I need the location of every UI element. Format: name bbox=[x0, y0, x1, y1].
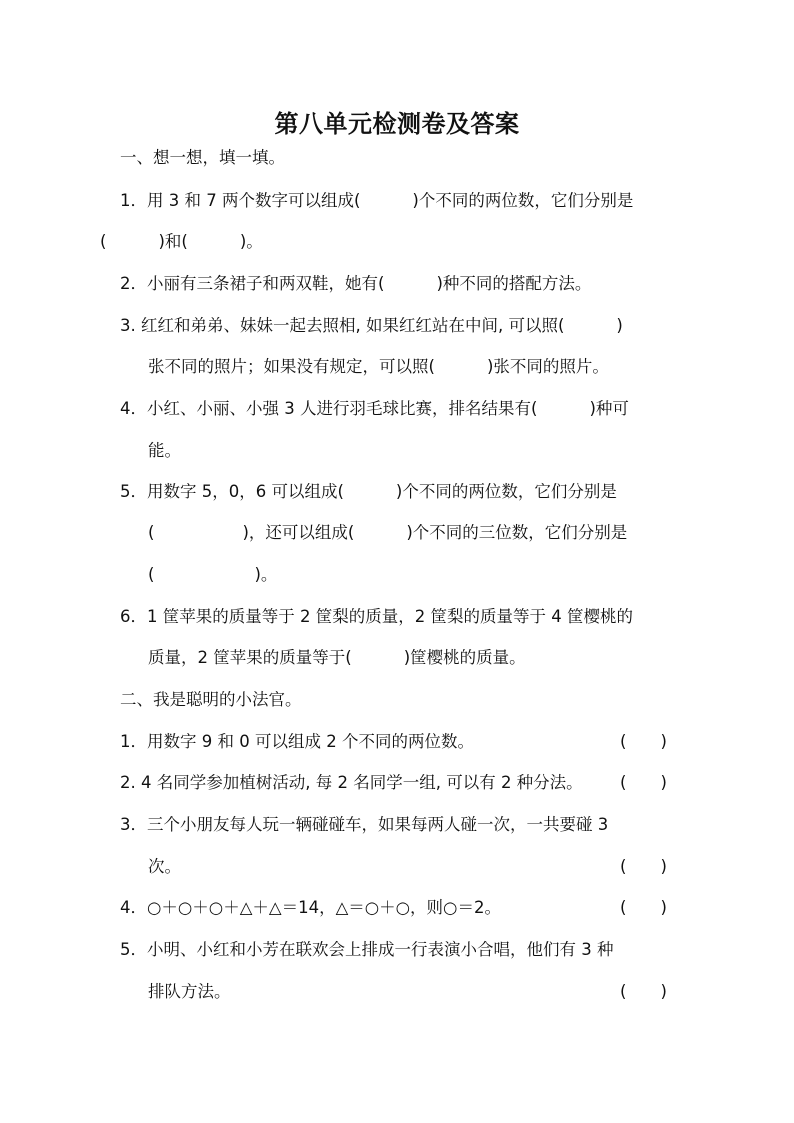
judge-paren-3: ( ) bbox=[620, 857, 667, 876]
judge-paren-2: ( ) bbox=[620, 773, 667, 792]
question-2-3-line-2: 次。 bbox=[148, 857, 181, 876]
question-2-5-line-1: 5．小明、小红和小芳在联欢会上排成一行表演小合唱，他们有 3 种 bbox=[120, 940, 614, 959]
question-1-2: 2．小丽有三条裙子和两双鞋，她有( )种不同的搭配方法。 bbox=[120, 274, 592, 293]
question-1-5-line-3: ( )。 bbox=[148, 565, 278, 584]
question-1-1-line-2: ( )和( )。 bbox=[100, 232, 263, 251]
question-1-5-line-2: ( )，还可以组成( )个不同的三位数，它们分别是 bbox=[148, 523, 628, 542]
question-2-4: 4．○＋○＋○＋△＋△＝14，△＝○＋○，则○＝2。 bbox=[120, 898, 501, 917]
judge-paren-1: ( ) bbox=[620, 732, 667, 751]
question-1-3-line-2: 张不同的照片；如果没有规定，可以照( )张不同的照片。 bbox=[148, 357, 609, 376]
question-1-3-line-1: 3. 红红和弟弟、妹妹一起去照相, 如果红红站在中间, 可以照( ) bbox=[120, 316, 623, 335]
section-1-heading: 一、想一想，填一填。 bbox=[120, 148, 285, 167]
question-1-5-line-1: 5．用数字 5，0，6 可以组成( )个不同的两位数，它们分别是 bbox=[120, 482, 617, 501]
question-2-3-line-1: 3．三个小朋友每人玩一辆碰碰车，如果每两人碰一次，一共要碰 3 bbox=[120, 815, 609, 834]
question-1-4-line-2: 能。 bbox=[148, 441, 181, 460]
question-2-1: 1．用数字 9 和 0 可以组成 2 个不同的两位数。 bbox=[120, 732, 474, 751]
question-1-6-line-1: 6．1 筐苹果的质量等于 2 筐梨的质量，2 筐梨的质量等于 4 筐樱桃的 bbox=[120, 607, 633, 626]
judge-paren-5: ( ) bbox=[620, 982, 667, 1001]
question-2-5-line-2: 排队方法。 bbox=[148, 982, 231, 1001]
question-1-4-line-1: 4．小红、小丽、小强 3 人进行羽毛球比赛，排名结果有( )种可 bbox=[120, 399, 629, 418]
page-title: 第八单元检测卷及答案 bbox=[274, 110, 520, 138]
question-1-1-line-1: 1．用 3 和 7 两个数字可以组成( )个不同的两位数，它们分别是 bbox=[120, 191, 634, 210]
question-1-6-line-2: 质量，2 筐苹果的质量等于( )筐樱桃的质量。 bbox=[148, 648, 526, 667]
question-2-2: 2. 4 名同学参加植树活动, 每 2 名同学一组, 可以有 2 种分法。 bbox=[120, 773, 583, 792]
judge-paren-4: ( ) bbox=[620, 898, 667, 917]
section-2-heading: 二、我是聪明的小法官。 bbox=[120, 690, 302, 709]
